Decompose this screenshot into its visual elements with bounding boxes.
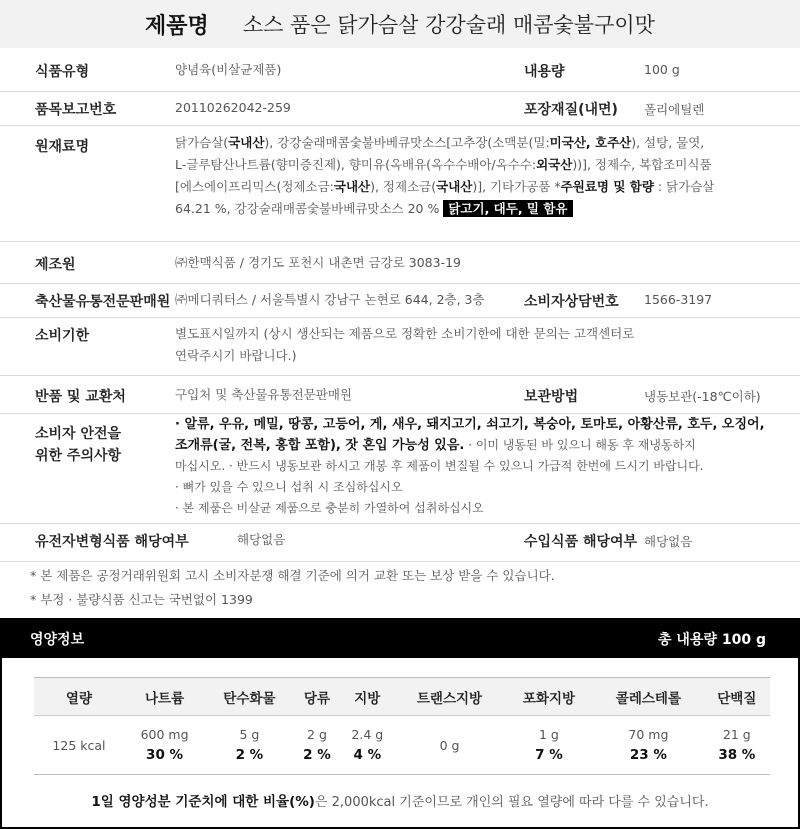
- nutrient-cell: 2.4 g 4 %: [340, 716, 394, 775]
- nutrient-header: 콜레스테롤: [593, 678, 704, 716]
- manufacturer-label: 제조원: [35, 257, 76, 273]
- nutrient-header: 단백질: [704, 678, 770, 716]
- imported-value: 해당없음: [644, 534, 693, 549]
- ingredients-label: 원재료명: [35, 139, 90, 155]
- row-manufacturer: [0, 242, 800, 284]
- nutrient-header: 트랜스지방: [394, 678, 505, 716]
- nutrition-title: 영양정보: [30, 632, 85, 648]
- imported-label: 수입식품 해당여부: [524, 534, 638, 550]
- report-no-label: 품목보고번호: [35, 102, 117, 118]
- nutrient-cell: 0 g: [394, 716, 505, 775]
- manufacturer-value: ㈜한맥식품 / 경기도 포천시 내촌면 금강로 3083-19: [175, 255, 461, 270]
- ingredients-value: 닭가슴살(국내산), 강강술래매콤숯불바베큐맛소스[고추장(소맥분(밀:미국산, 호주산), 설탕, 물엿, L-글루탐산나트륨(향미증진제), 향미유(옥배유(옥수수배아/옥수수:외국산))], 정제수, 복합조미식품 [에스에이프리믹스(정제소금:국내산), 정제소금(국내산)], 기타가공품 *주원료명 및 함량 : 닭가슴살 64.21 %, 강강술래매콤숯불바베큐맛소스 20 % 닭고기, 대두, 밀 함유: [175, 135, 715, 216]
- consumer-phone-label: 소비자상담번호: [524, 294, 619, 310]
- returns-value: 구입처 및 축산물유통전문판매원: [175, 387, 352, 402]
- nutrient-cell: 125 kcal: [34, 716, 124, 775]
- row-gmo: [0, 524, 800, 562]
- row-safety: [0, 414, 800, 524]
- returns-label: 반품 및 교환처: [35, 389, 126, 405]
- product-name: 소스 품은 닭가슴살 강강술래 매콤숯불구이맛: [242, 13, 655, 37]
- note-report: * 부정 · 불량식품 신고는 국번없이 1399: [30, 592, 253, 607]
- distributor-value: ㈜메디쿼터스 / 서울특별시 강남구 논현로 644, 2층, 3층: [175, 292, 485, 307]
- nutrition-total: 총 내용량 100 g: [658, 632, 766, 648]
- volume-value: 100 g: [644, 62, 680, 77]
- storage-value: 냉동보관(-18℃이하): [644, 389, 761, 404]
- nutrient-header: 열량: [34, 678, 124, 716]
- nutrient-header: 당류: [294, 678, 341, 716]
- nutrient-cell: 70 mg 23 %: [593, 716, 704, 775]
- storage-label: 보관방법: [524, 389, 579, 405]
- note-refund: * 본 제품은 공정거래위원회 고시 소비자분쟁 해결 기준에 의거 교환 또는 보상 받을 수 있습니다.: [30, 568, 555, 583]
- nutrition-header-row: [34, 678, 770, 716]
- nutrient-header: 지방: [340, 678, 394, 716]
- row-food-type: [0, 48, 800, 92]
- packaging-value: 폴리에틸렌: [644, 102, 705, 117]
- nutrition-box: [0, 658, 800, 829]
- nutrition-value-row: [34, 716, 770, 775]
- row-ingredients: [0, 126, 800, 242]
- nutrient-cell: 600 mg 30 %: [124, 716, 205, 775]
- nutrient-cell: 1 g 7 %: [505, 716, 593, 775]
- nutrient-header: 포화지방: [505, 678, 593, 716]
- food-type-label: 식품유형: [35, 64, 90, 80]
- gmo-label: 유전자변형식품 해당여부: [35, 534, 189, 550]
- allergen-highlight: 닭고기, 대두, 밀 함유: [443, 200, 572, 217]
- row-distributor: [0, 284, 800, 318]
- safety-value: · 알류, 우유, 메밀, 땅콩, 고등어, 게, 새우, 돼지고기, 쇠고기, 복숭아, 토마토, 아황산류, 호두, 오징어, 조개류(굴, 전복, 홍합 포함), 잣 혼입 가능성 있음. · 이미 냉동된 바 있으니 해동 후 재냉동하지 마십시오. · 반드시 냉동보관 하시고 개봉 후 제품이 변질될 수 있으니 가급적 한번에 드시기 바랍니다. · 뼈가 있을 수 있으니 섭취 시 조심하십시오 · 본 제품은 비살균 제품으로 충분히 가열하여 섭취하십시오: [175, 417, 765, 515]
- expiry-value: 별도표시일까지 (상시 생산되는 제품으로 정확한 소비기한에 대한 문의는 고객센터로 연락주시기 바랍니다.): [175, 326, 635, 363]
- nutrition-table: [34, 677, 770, 775]
- safety-label: 소비자 안전을 위한 주의사항: [35, 426, 122, 464]
- title-bar: [0, 0, 800, 48]
- row-report-no: [0, 92, 800, 126]
- nutrient-cell: 5 g 2 %: [205, 716, 293, 775]
- volume-label: 내용량: [524, 64, 565, 80]
- row-expiry: [0, 318, 800, 376]
- nutrition-header: [0, 618, 800, 658]
- report-no-value: 20110262042-259: [175, 100, 291, 115]
- product-name-label: 제품명: [145, 13, 209, 39]
- notes: [30, 564, 555, 612]
- consumer-phone-value: 1566-3197: [644, 292, 713, 307]
- distributor-label: 축산물유통전문판매원: [35, 294, 171, 310]
- nutrition-footnote: 1일 영양성분 기준치에 대한 비율(%)은 2,000kcal 기준이므로 개인의 필요 열량에 따라 다를 수 있습니다.: [91, 794, 709, 810]
- nutrient-header: 탄수화물: [205, 678, 293, 716]
- row-returns: [0, 376, 800, 414]
- nutrient-cell: 2 g 2 %: [294, 716, 341, 775]
- gmo-value: 해당없음: [237, 532, 286, 547]
- nutrient-cell: 21 g 38 %: [704, 716, 770, 775]
- food-type-value: 양념육(비살균제품): [175, 62, 282, 77]
- nutrient-header: 나트륨: [124, 678, 205, 716]
- expiry-label: 소비기한: [35, 328, 90, 344]
- packaging-label: 포장재질(내면): [524, 102, 618, 118]
